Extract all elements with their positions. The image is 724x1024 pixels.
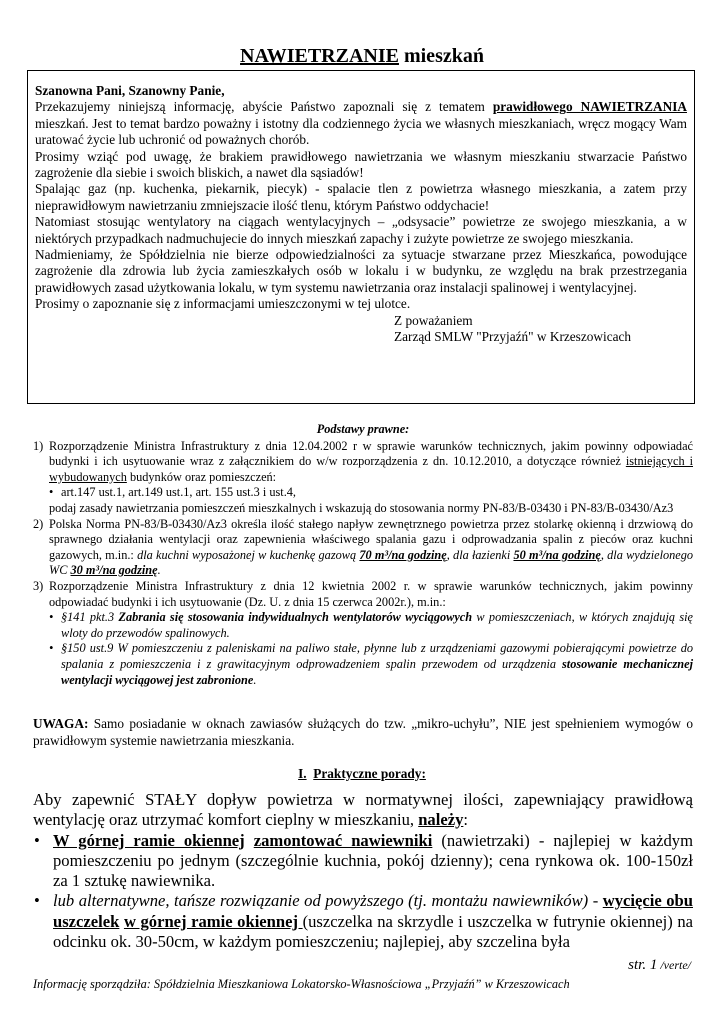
legal-item-number: 1) <box>33 438 44 453</box>
letter-paragraph-1 <box>35 99 687 148</box>
legal-item-1 <box>33 439 693 517</box>
warning-note <box>33 715 693 749</box>
title-emphasis: NAWIETRZANIE <box>240 45 399 67</box>
advice-item-2 <box>33 891 693 952</box>
page-label: str. 1 <box>628 957 658 973</box>
legal-bullet-emphasis: stosowanie mechanicznej wentylacji wyciągowej jest zabronione <box>61 656 693 687</box>
legal-item-1-bullets <box>49 485 693 501</box>
bullet-icon: • <box>34 891 40 911</box>
legal-item-2-italic-c: , dla wydzielonego WC <box>49 547 694 578</box>
advice-item-1-space <box>245 831 254 850</box>
legal-bullet-text-end: . <box>253 672 257 687</box>
letter-paragraph-5: Nadmieniamy, że Spółdzielnia nie bierze odpowiedzialności za sytuacje stwarzane przez Mieszkańca, powodujące zagrożenie dla zdrowia lub życia zamieszkałych osób w lokalu i w budynku, ze względu na brak przestrzegania prawidłowych zasad użytkowania lokalu, w tym systemu nawietrzania oraz instalacji spalinowej i wentylacyjnej. <box>35 247 687 295</box>
legal-item-3 <box>33 579 693 688</box>
legal-bullet-emphasis: Zabrania się stosowania indywidualnych wentylatorów wyciągowych <box>118 610 473 625</box>
advice-item-2-text: (uszczelka na skrzydle i uszczelka w futrynie okiennej) na odcinku ok. 30-50cm, w każdym pomieszczeniu; najlepiej, aby szczelina była <box>53 911 694 952</box>
advice-item-1-location: W górnej ramie okiennej <box>53 830 245 850</box>
legal-item-2-end: . <box>157 563 161 578</box>
footer-credit: Informację sporządziła: Spółdzielnia Mieszkaniowa Lokatorsko-Własnościowa „Przyjaźń” w Krzeszowicach <box>33 977 570 991</box>
legal-item-1-underlined: istniejących i wybudowanych <box>49 454 693 484</box>
legal-item-3-bullets <box>49 610 693 688</box>
document-title <box>0 44 724 68</box>
legal-basis <box>33 422 693 688</box>
advice-item-2-intro: lub alternatywne, tańsze rozwiązanie od powyższego (tj. montażu nawiewników) - <box>53 891 603 911</box>
warning-label: UWAGA: <box>33 716 89 731</box>
legal-item-2 <box>33 517 693 579</box>
legal-item-3-text: Rozporządzenie Ministra Infrastruktury z dnia 12 kwietnia 2002 r. w sprawie warunków technicznych, jakim powinny odpowiadać budynki i ich usytuowanie (Dz. U. z dnia 15 czerwca 2002r.), m.in.: <box>49 578 693 609</box>
advice-item-1-text: (nawietrzaki) - najlepiej w każdym pomieszczeniu po jednym (szczególnie kuchnia, pokój dzienny); cena rynkowa ok. 100-150zł za 1 sztukę nawiewnika. <box>53 830 693 891</box>
advice-item-2-action: wycięcie obu uszczelek <box>53 891 693 931</box>
legal-item-2-bathroom-rate: 50 m³/na godzinę <box>513 547 601 562</box>
legal-bullet-text: §150 ust.9 W pomieszczeniu z paleniskami na paliwo stałe, płynne lub z urządzeniami gazowymi pobierającymi powietrze do spalania z pomieszczenia i z grawitacyjnym odprowadzeniem spalin przewodem od urządzenia <box>61 641 693 671</box>
advice-list <box>33 831 693 953</box>
legal-list <box>33 439 693 689</box>
legal-bullet <box>49 610 693 641</box>
warning-text: Samo posiadanie w oknach zawiasów służących do tzw. „mikro-uchyłu”, NIE jest spełnieniem wymogów o prawidłowym systemie nawietrzania mieszkania. <box>33 716 693 748</box>
page-verte: /verte/ <box>657 958 691 972</box>
advice-intro-emphasis: należy <box>418 810 464 830</box>
bullet-icon: • <box>49 485 54 500</box>
advice-intro-end: : <box>463 810 468 830</box>
legal-item-2-kitchen-rate: 70 m³/na godzinę <box>359 547 447 562</box>
bullet-icon: • <box>49 641 54 656</box>
title-rest: mieszkań <box>398 45 484 67</box>
section-heading <box>0 766 724 782</box>
legal-bullet <box>49 641 693 688</box>
legal-bullet-text: art.147 ust.1, art.149 ust.1, art. 155 ust.3 i ust.4, <box>61 485 296 500</box>
legal-item-2-italic-b: , dla łazienki <box>446 547 514 562</box>
legal-item-1-text: Rozporządzenie Ministra Infrastruktury z dnia 12.04.2002 r w sprawie warunków technicznych, jakim powinny odpowiadać budynki i ich usytuowanie wraz z załącznikiem do w/w rozporządzenia z dn. 10.12.2010, a dotyczące również <box>49 438 693 469</box>
advice-item-1-action: zamontować nawiewniki <box>253 830 433 850</box>
letter-paragraph-3: Spalając gaz (np. kuchenka, piekarnik, piecyk) - spalacie tlen z powietrza własnego mieszkania, a zatem przy nieprawidłowym nawietrzaniu zmniejszacie ilość tlenu, którym Państwo oddychacie! <box>35 181 687 213</box>
letter-p1-emphasis: prawidłowego NAWIETRZANIA <box>492 99 687 115</box>
letter-signature: Zarząd SMLW "Przyjaźń" w Krzeszowicach <box>394 329 632 345</box>
advice-item-1 <box>33 831 693 892</box>
page-number <box>628 957 691 974</box>
letter-closing: Z poważaniem <box>394 312 473 328</box>
legal-bullet <box>49 485 693 501</box>
letter-p1-text-c: mieszkań. Jest to temat bardzo poważny i istotny dla codziennego życia we własnych mieszkaniach, wręcz mogący Wam uratować życie lub uchronić od poważnych chorób. <box>35 115 687 148</box>
section-number: I. <box>298 766 307 781</box>
legal-item-1-text-end: budynków oraz pomieszczeń: <box>126 469 277 484</box>
advice-section <box>33 790 693 952</box>
legal-heading: Podstawy prawne: <box>316 422 410 436</box>
advice-item-2-location: w górnej ramie okiennej <box>123 911 303 931</box>
legal-item-number: 3) <box>33 578 44 593</box>
legal-item-2-wc-rate: 30 m³/na godzinę <box>70 563 158 578</box>
legal-item-1-note: podaj zasady nawietrzania pomieszczeń mieszkalnych i wskazują do stosowania normy PN-83/B-03430 i PN-83/B-03430/Az3 <box>49 500 674 515</box>
letter-p1-text-a: Przekazujemy niniejszą informację, abyście Państwo zapoznali się z tematem <box>35 99 493 115</box>
letter-greeting: Szanowna Pani, Szanowny Panie, <box>35 83 225 98</box>
legal-item-2-italic-a: dla kuchni wyposażonej w kuchenkę gazową <box>137 547 360 562</box>
advice-intro-text: Aby zapewnić STAŁY dopływ powietrza w normatywnej ilości, zapewniający prawidłową wentylację oraz utrzymać komfort cieplny w mieszkaniu, <box>33 790 693 830</box>
letter-paragraph-2: Prosimy wziąć pod uwagę, że brakiem prawidłowego nawietrzania we własnym mieszkaniu stwarzacie Państwo zagrożenie dla siebie i swoich bliskich, a nawet dla sąsiadów! <box>35 148 687 181</box>
letter-paragraph-6: Prosimy o zapoznanie się z informacjami umieszczonymi w tej ulotce. <box>35 296 411 312</box>
legal-bullet-text-end: w pomieszczeniach, w których znajdują się wloty do przewodów spalinowych. <box>61 610 693 640</box>
legal-item-number: 2) <box>33 516 44 531</box>
letter-paragraph-4: Natomiast stosując wentylatory na ciągach wentylacyjnych – „odsysacie” powietrze ze swojego mieszkania, a w niektórych przypadkach nadmuchujecie do innych mieszkań zapachy i zużyte powietrze ze swojego mieszkania. <box>35 214 687 246</box>
letter-box <box>27 70 695 404</box>
bullet-icon: • <box>49 610 54 625</box>
bullet-icon: • <box>34 830 40 850</box>
section-title: Praktyczne porady: <box>313 766 426 781</box>
legal-item-2-text: Polska Norma PN-83/B-03430/Az3 określa ilość stałego napływ zewnętrznego powietrza przez stolarkę okienną i drzwiową do sprawnego działania wentylacji oraz zapewnienia właściwego spalania gazu i odprowadzania spalin z pieców oraz kuchni gazowych, m.in.: <box>49 516 693 562</box>
legal-bullet-text: §141 pkt.3 <box>61 610 119 625</box>
advice-intro <box>33 790 693 831</box>
